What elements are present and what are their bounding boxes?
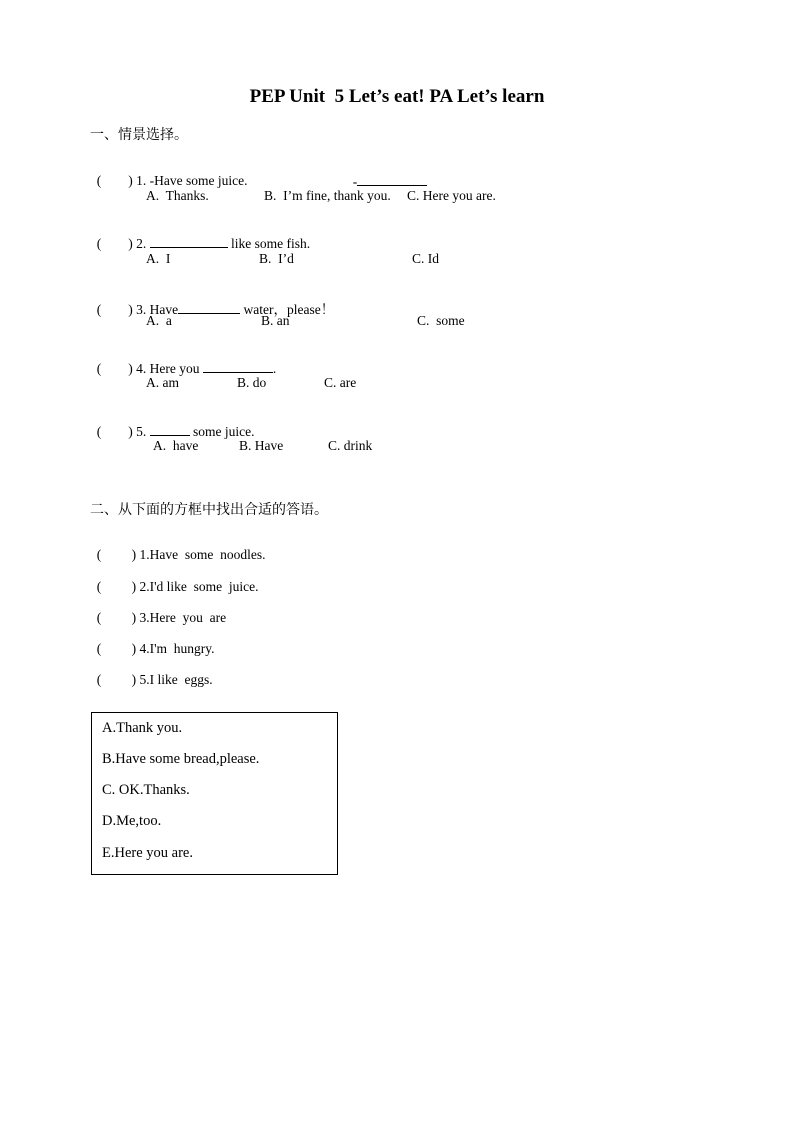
answer-option-c: C. OK.Thanks. xyxy=(102,782,190,798)
answer-paren[interactable]: ( ) xyxy=(96,302,133,317)
answer-paren[interactable]: ( ) xyxy=(96,610,137,625)
fill-blank[interactable] xyxy=(203,360,273,373)
question-text: 2.I'd like some juice. xyxy=(136,579,259,594)
option-b[interactable]: B. I’d xyxy=(259,251,294,266)
fill-blank[interactable] xyxy=(357,173,427,186)
matching-question-4 xyxy=(90,625,215,657)
option-b[interactable]: B. an xyxy=(261,313,290,328)
matching-question-2 xyxy=(90,563,259,595)
option-b[interactable]: B. Have xyxy=(239,438,284,453)
question-4 xyxy=(90,344,276,377)
question-stem: 2. xyxy=(132,236,150,251)
fill-blank[interactable] xyxy=(150,235,228,248)
answer-paren[interactable]: ( ) xyxy=(96,361,133,376)
question-text: 4.I'm hungry. xyxy=(136,641,215,656)
option-a[interactable]: A. have xyxy=(153,438,199,453)
option-a[interactable]: A. Thanks. xyxy=(146,188,209,203)
question-stem: 4. Here you xyxy=(132,361,203,376)
question-tail: some juice. xyxy=(189,424,255,439)
option-c[interactable]: C. are xyxy=(324,375,357,390)
answer-paren[interactable]: ( ) xyxy=(96,424,133,439)
option-a[interactable]: A. am xyxy=(146,375,179,390)
matching-question-3 xyxy=(90,594,226,626)
option-c[interactable]: C. drink xyxy=(328,438,373,453)
reply-dash: - xyxy=(352,174,358,189)
question-2 xyxy=(90,219,310,252)
answer-option-e: E.Here you are. xyxy=(102,845,193,861)
option-a[interactable]: A. I xyxy=(146,251,171,266)
question-stem: 1. -Have some juice. xyxy=(132,173,248,188)
section2-heading: 二、从下面的方框中找出合适的答语。 xyxy=(90,502,328,518)
question-1-reply xyxy=(346,157,427,190)
question-text: 1.Have some noodles. xyxy=(136,547,266,562)
question-stem: 3. Have xyxy=(132,302,179,317)
question-tail: . xyxy=(272,361,277,376)
option-c[interactable]: C. some xyxy=(417,313,465,328)
option-a[interactable]: A. a xyxy=(146,313,172,328)
fill-blank[interactable] xyxy=(178,301,240,314)
option-b[interactable]: B. do xyxy=(237,375,267,390)
question-text: 5.I like eggs. xyxy=(136,672,213,687)
answer-paren[interactable]: ( ) xyxy=(96,547,137,562)
question-tail: like some fish. xyxy=(227,236,311,251)
question-3 xyxy=(90,282,334,318)
answer-paren[interactable]: ( ) xyxy=(96,579,137,594)
question-5 xyxy=(90,407,254,440)
answer-paren[interactable]: ( ) xyxy=(96,641,137,656)
answer-paren[interactable]: ( ) xyxy=(96,173,133,188)
option-b[interactable]: B. I’m fine, thank you. xyxy=(264,188,391,203)
answer-paren[interactable]: ( ) xyxy=(96,236,133,251)
section1-heading: 一、情景选择。 xyxy=(90,127,188,143)
page-title: PEP Unit 5 Let’s eat! PA Let’s learn xyxy=(249,86,545,107)
option-c[interactable]: C. Id xyxy=(412,251,439,266)
question-stem: 5. xyxy=(132,424,150,439)
matching-question-1 xyxy=(90,531,265,563)
answer-box xyxy=(91,712,338,875)
question-tail: water，please！ xyxy=(240,302,335,317)
matching-question-5 xyxy=(90,656,213,688)
answer-option-a: A.Thank you. xyxy=(102,720,183,736)
option-c[interactable]: C. Here you are. xyxy=(407,188,496,203)
question-text: 3.Here you are xyxy=(136,610,227,625)
question-1 xyxy=(90,157,247,189)
answer-paren[interactable]: ( ) xyxy=(96,672,137,687)
fill-blank[interactable] xyxy=(150,423,190,436)
answer-option-d: D.Me,too. xyxy=(102,813,162,829)
answer-option-b: B.Have some bread,please. xyxy=(102,751,260,767)
